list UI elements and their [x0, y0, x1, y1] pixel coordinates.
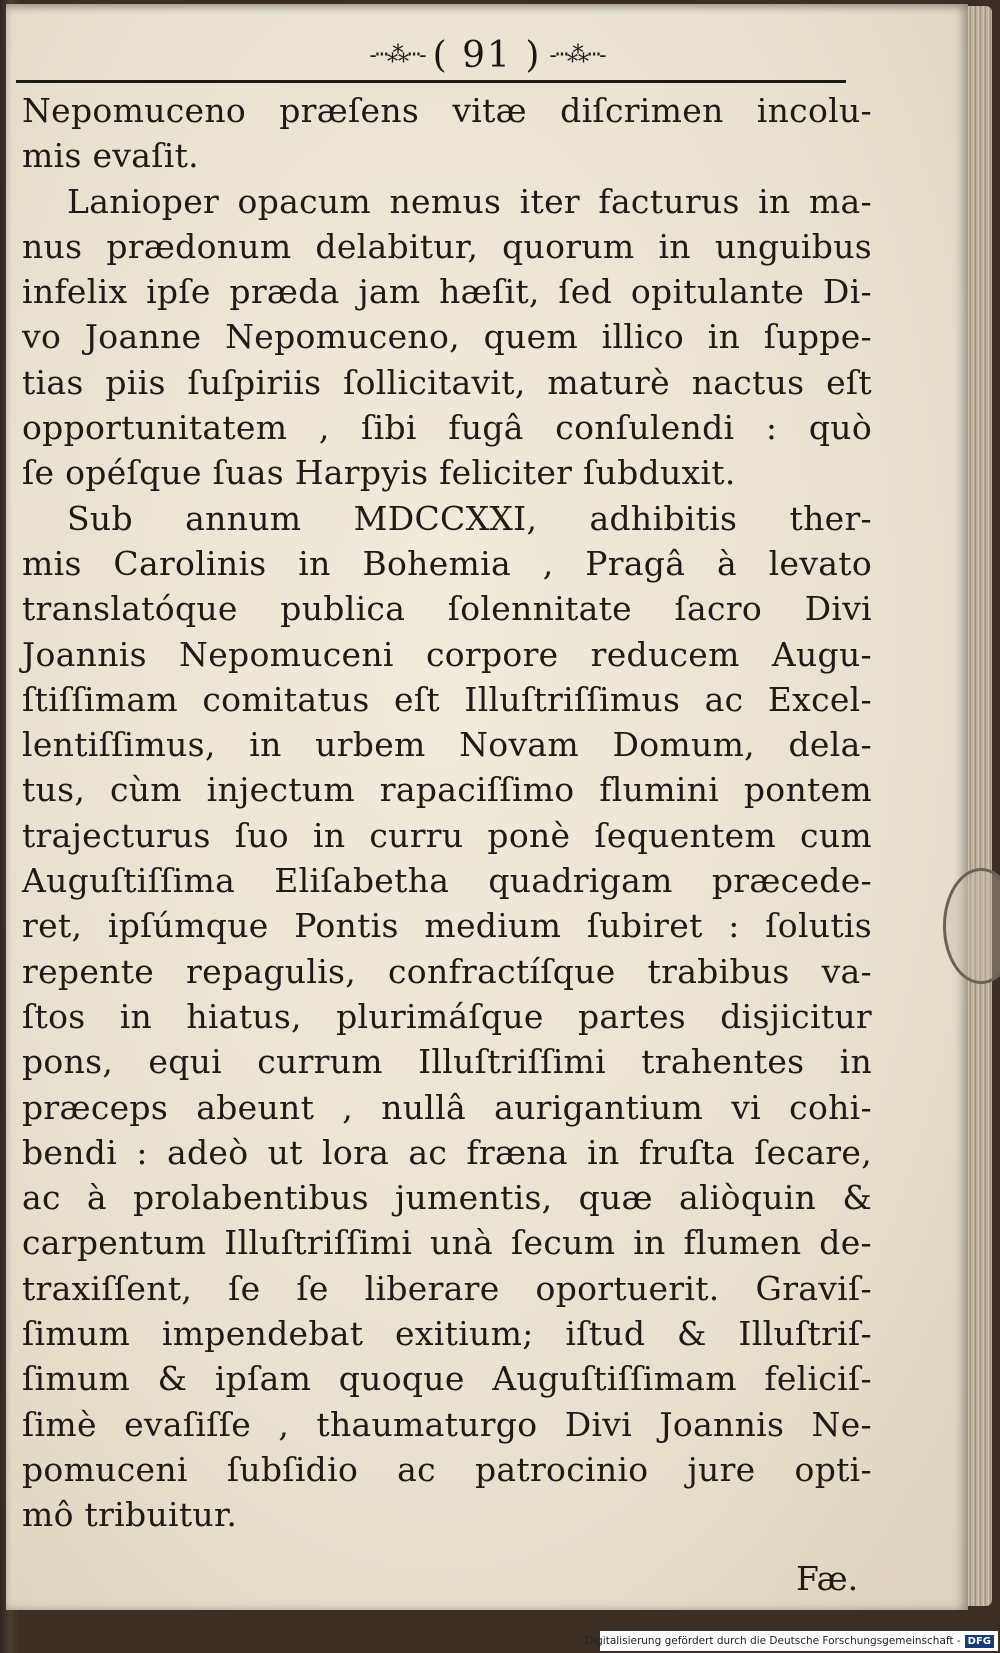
text-line: Sub annum MDCCXXI, adhibitis ther- [67, 498, 872, 538]
text-line: ſe opéſque ſuas Harpyis feliciter ſubduxit. [22, 453, 736, 493]
text-line: translatóque publica ſolennitate ſacro Divi [22, 589, 872, 629]
text-line: præceps abeunt , nullâ aurigantium vi cohi- [22, 1087, 872, 1127]
text-line: ſtiſſimam comitatus eſt Illuſtriſſimus ac Excel- [22, 679, 872, 719]
text-line: ret, ipſúmque Pontis medium ſubiret : ſolutis [22, 906, 872, 946]
text-line: ſimè evaſiſſe , thaumaturgo Divi Joannis Ne- [22, 1404, 872, 1444]
text-line: ſimum impendebat exitium; iſtud & Illuſtriſ- [22, 1314, 872, 1354]
text-line: Auguſtiſſima Eliſabetha quadrigam præcede- [22, 861, 872, 901]
header-ornament-left: -ⵈ⁂ⵈ- [369, 42, 425, 68]
text-line: mis Carolinis in Bohemia , Pragâ à levato [22, 543, 872, 583]
text-line: Nepomuceno præſens vitæ diſcrimen incolu- [22, 91, 872, 130]
text-line: trajecturus ſuo in curru ponè ſequentem cum [22, 815, 872, 855]
text-line: ac à prolabentibus jumentis, quæ aliòquin & [22, 1178, 872, 1218]
catchword: Fæ. [796, 1559, 859, 1598]
text-line: tias piis ſuſpiriis ſollicitavit, maturè nactus eſt [22, 362, 872, 402]
text-line: pomuceni ſubſidio ac patrocinio jure opti- [22, 1449, 872, 1489]
text-line: carpentum Illuſtriſſimi unà ſecum in flumen de- [22, 1223, 872, 1263]
text-line: ſimum & ipſam quoque Auguſtiſſimam feliciſ- [22, 1359, 872, 1399]
digitization-credit [585, 1631, 998, 1651]
text-line: bendi : adeò ut lora ac fræna in fruſta ſecare, [22, 1132, 872, 1172]
text-line: repente repagulis, confractíſque trabibus va- [22, 951, 872, 991]
text-line: pons, equi currum Illuſtriſſimi trahentes in [22, 1042, 872, 1082]
text-line: ſtos in hiatus, plurimáſque partes disjicitur [22, 996, 872, 1036]
text-line: tus, cùm injectum rapaciſſimo flumini pontem [22, 770, 872, 810]
page-header [6, 30, 968, 80]
text-line: Lanioper opacum nemus iter facturus in ma- [67, 181, 872, 221]
text-line: infelix ipſe præda jam hæſit, ſed opitulante Di- [22, 272, 872, 312]
text-line: traxiſſent, ſe ſe liberare oportuerit. Graviſ- [22, 1268, 872, 1308]
dfg-logo: DFG [965, 1635, 994, 1648]
text-line: opportunitatem , ſibi fugâ conſulendi : quò [22, 408, 872, 448]
text-line: lentiſſimus, in urbem Novam Domum, dela- [22, 725, 872, 765]
header-ornament-right: -ⵈ⁂ⵈ- [549, 42, 605, 68]
text-line: vo Joanne Nepomuceno, quem illico in ſuppe- [22, 317, 872, 357]
text-line: mis evaſit. [22, 136, 199, 176]
text-line: mô tribuitur. [22, 1495, 238, 1535]
body-text [22, 88, 872, 1538]
credit-text: Digitalisierung gefördert durch die Deutsche Forschungsgemeinschaft - [585, 1635, 961, 1647]
book-page [6, 4, 968, 1610]
header-rule [16, 80, 846, 83]
page-number: ( 91 ) [432, 34, 542, 76]
text-line: Joannis Nepomuceni corpore reducem Augu- [22, 634, 872, 674]
text-line: nus prædonum delabitur, quorum in unguibus [22, 226, 872, 266]
